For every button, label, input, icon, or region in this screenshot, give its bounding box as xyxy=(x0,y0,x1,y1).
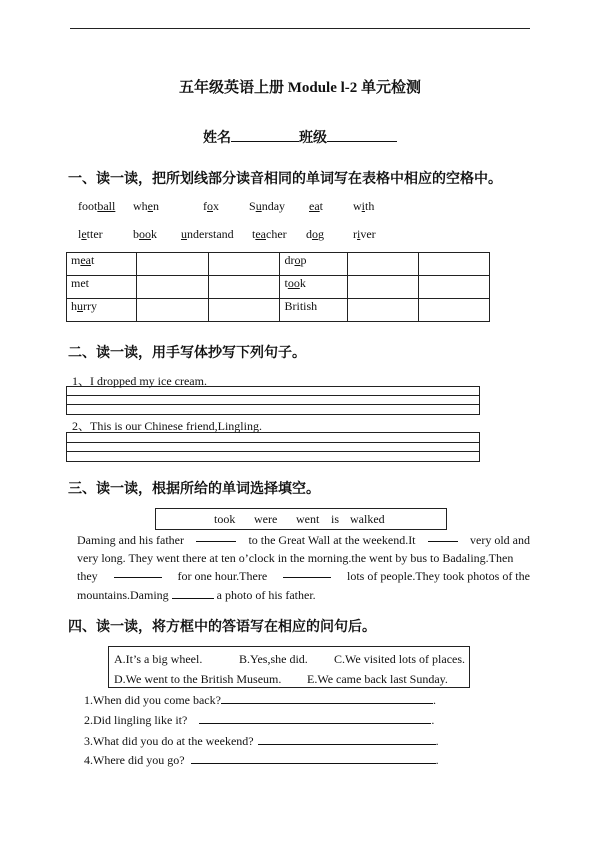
word-row1-4: eat xyxy=(309,199,323,213)
passage-line-3: they for one hour.There lots of people.They took photos of the xyxy=(77,569,530,584)
question-1: 1.When did you come back? . xyxy=(84,693,436,707)
page-title: 五年级英语上册 Module l-2 单元检测 xyxy=(178,80,422,96)
passage-blank-2[interactable] xyxy=(428,531,458,542)
question-3: 3.What did you do at the weekend? . xyxy=(84,734,439,748)
table-cell-blank[interactable] xyxy=(348,276,419,299)
copy-sentence-2: 2、This is our Chinese friend,Lingling. xyxy=(72,419,262,433)
table-row xyxy=(67,299,490,322)
answer-option-a: A.It’s a big wheel. xyxy=(114,652,203,666)
table-cell-label: took xyxy=(280,276,348,299)
question-4: 4.Where did you go? . xyxy=(84,753,439,767)
word-row1-2: fox xyxy=(203,199,219,213)
passage-blank-3[interactable] xyxy=(114,567,162,578)
passage-line-2: very long. They went there at ten o’clock in the morning.the went by bus to Badaling.Then xyxy=(77,551,514,566)
class-blank[interactable] xyxy=(327,127,397,142)
table-cell-blank[interactable] xyxy=(419,276,490,299)
table-cell-label: British xyxy=(280,299,348,322)
section-3-heading: 三、读一读，根据所给的单词选择填空。 xyxy=(68,482,320,497)
name-class-row xyxy=(0,127,600,147)
answer-option-e: E.We came back last Sunday. xyxy=(307,672,448,686)
table-cell-blank[interactable] xyxy=(136,299,208,322)
passage-blank-5[interactable] xyxy=(172,588,214,599)
top-rule xyxy=(70,28,530,29)
passage xyxy=(77,531,530,604)
word-row2-2: understand xyxy=(181,227,234,241)
table-cell-blank[interactable] xyxy=(208,276,280,299)
answer-option-d: D.We went to the British Museum. xyxy=(114,672,282,686)
word-row2-1: book xyxy=(133,227,157,241)
table-cell-blank[interactable] xyxy=(348,253,419,276)
table-cell-blank[interactable] xyxy=(136,253,208,276)
passage-line-1: Daming and his father to the Great Wall at the weekend.It very old and xyxy=(77,533,530,547)
section-2-heading: 二、读一读，用手写体抄写下列句子。 xyxy=(68,346,306,361)
class-label: 班级 xyxy=(299,131,327,146)
name-label: 姓名 xyxy=(203,131,231,146)
word-row2-4: dog xyxy=(306,227,324,241)
phonics-table xyxy=(66,252,490,322)
answer-option-b: B.Yes,she did. xyxy=(239,652,308,666)
name-blank[interactable] xyxy=(231,127,299,142)
passage-blank-4[interactable] xyxy=(283,567,331,578)
passage-blank-1[interactable] xyxy=(196,531,236,542)
table-cell-label: meat xyxy=(67,253,137,276)
answer-options-box xyxy=(108,646,470,688)
table-cell-label: hurry xyxy=(67,299,137,322)
table-cell-label: drop xyxy=(280,253,348,276)
word-bank-item: walked xyxy=(350,512,385,526)
word-row2-5: river xyxy=(353,227,376,241)
table-cell-blank[interactable] xyxy=(419,299,490,322)
word-bank-item: is xyxy=(331,512,340,526)
word-row1-5: with xyxy=(353,199,375,213)
word-row2-0: letter xyxy=(78,227,103,241)
answer-option-c: C.We visited lots of places. xyxy=(334,652,466,666)
table-cell-label: met xyxy=(67,276,137,299)
table-cell-blank[interactable] xyxy=(348,299,419,322)
word-bank-box xyxy=(155,508,447,530)
table-row xyxy=(67,276,490,299)
table-cell-blank[interactable] xyxy=(136,276,208,299)
word-bank-item: went xyxy=(296,512,320,526)
table-cell-blank[interactable] xyxy=(208,299,280,322)
handwriting-lines-1[interactable] xyxy=(66,386,480,415)
passage-line-4: mountains.Daming a photo of his father. xyxy=(77,587,316,602)
table-cell-blank[interactable] xyxy=(419,253,490,276)
word-row2-3: teacher xyxy=(252,227,287,241)
table-row xyxy=(67,253,490,276)
section-4-heading: 四、读一读，将方框中的答语写在相应的问句后。 xyxy=(68,620,376,635)
answer-line-4[interactable] xyxy=(191,753,436,764)
word-row1-0: football xyxy=(78,199,116,213)
table-cell-blank[interactable] xyxy=(208,253,280,276)
word-row1-1: when xyxy=(133,199,159,213)
answer-line-3[interactable] xyxy=(258,734,436,745)
word-bank-item: were xyxy=(254,512,278,526)
handwriting-lines-2[interactable] xyxy=(66,432,480,462)
word-bank-item: took xyxy=(214,512,236,526)
answer-line-1[interactable] xyxy=(221,693,433,704)
question-2: 2.Did lingling like it? . xyxy=(84,713,435,727)
answer-line-2[interactable] xyxy=(199,713,431,724)
section-1-heading: 一、读一读，把所划线部分读音相同的单词写在表格中相应的空格中。 xyxy=(68,172,502,187)
word-row1-3: Sunday xyxy=(249,199,286,213)
copy-sentence-1: 1、I dropped my ice cream. xyxy=(72,374,207,388)
